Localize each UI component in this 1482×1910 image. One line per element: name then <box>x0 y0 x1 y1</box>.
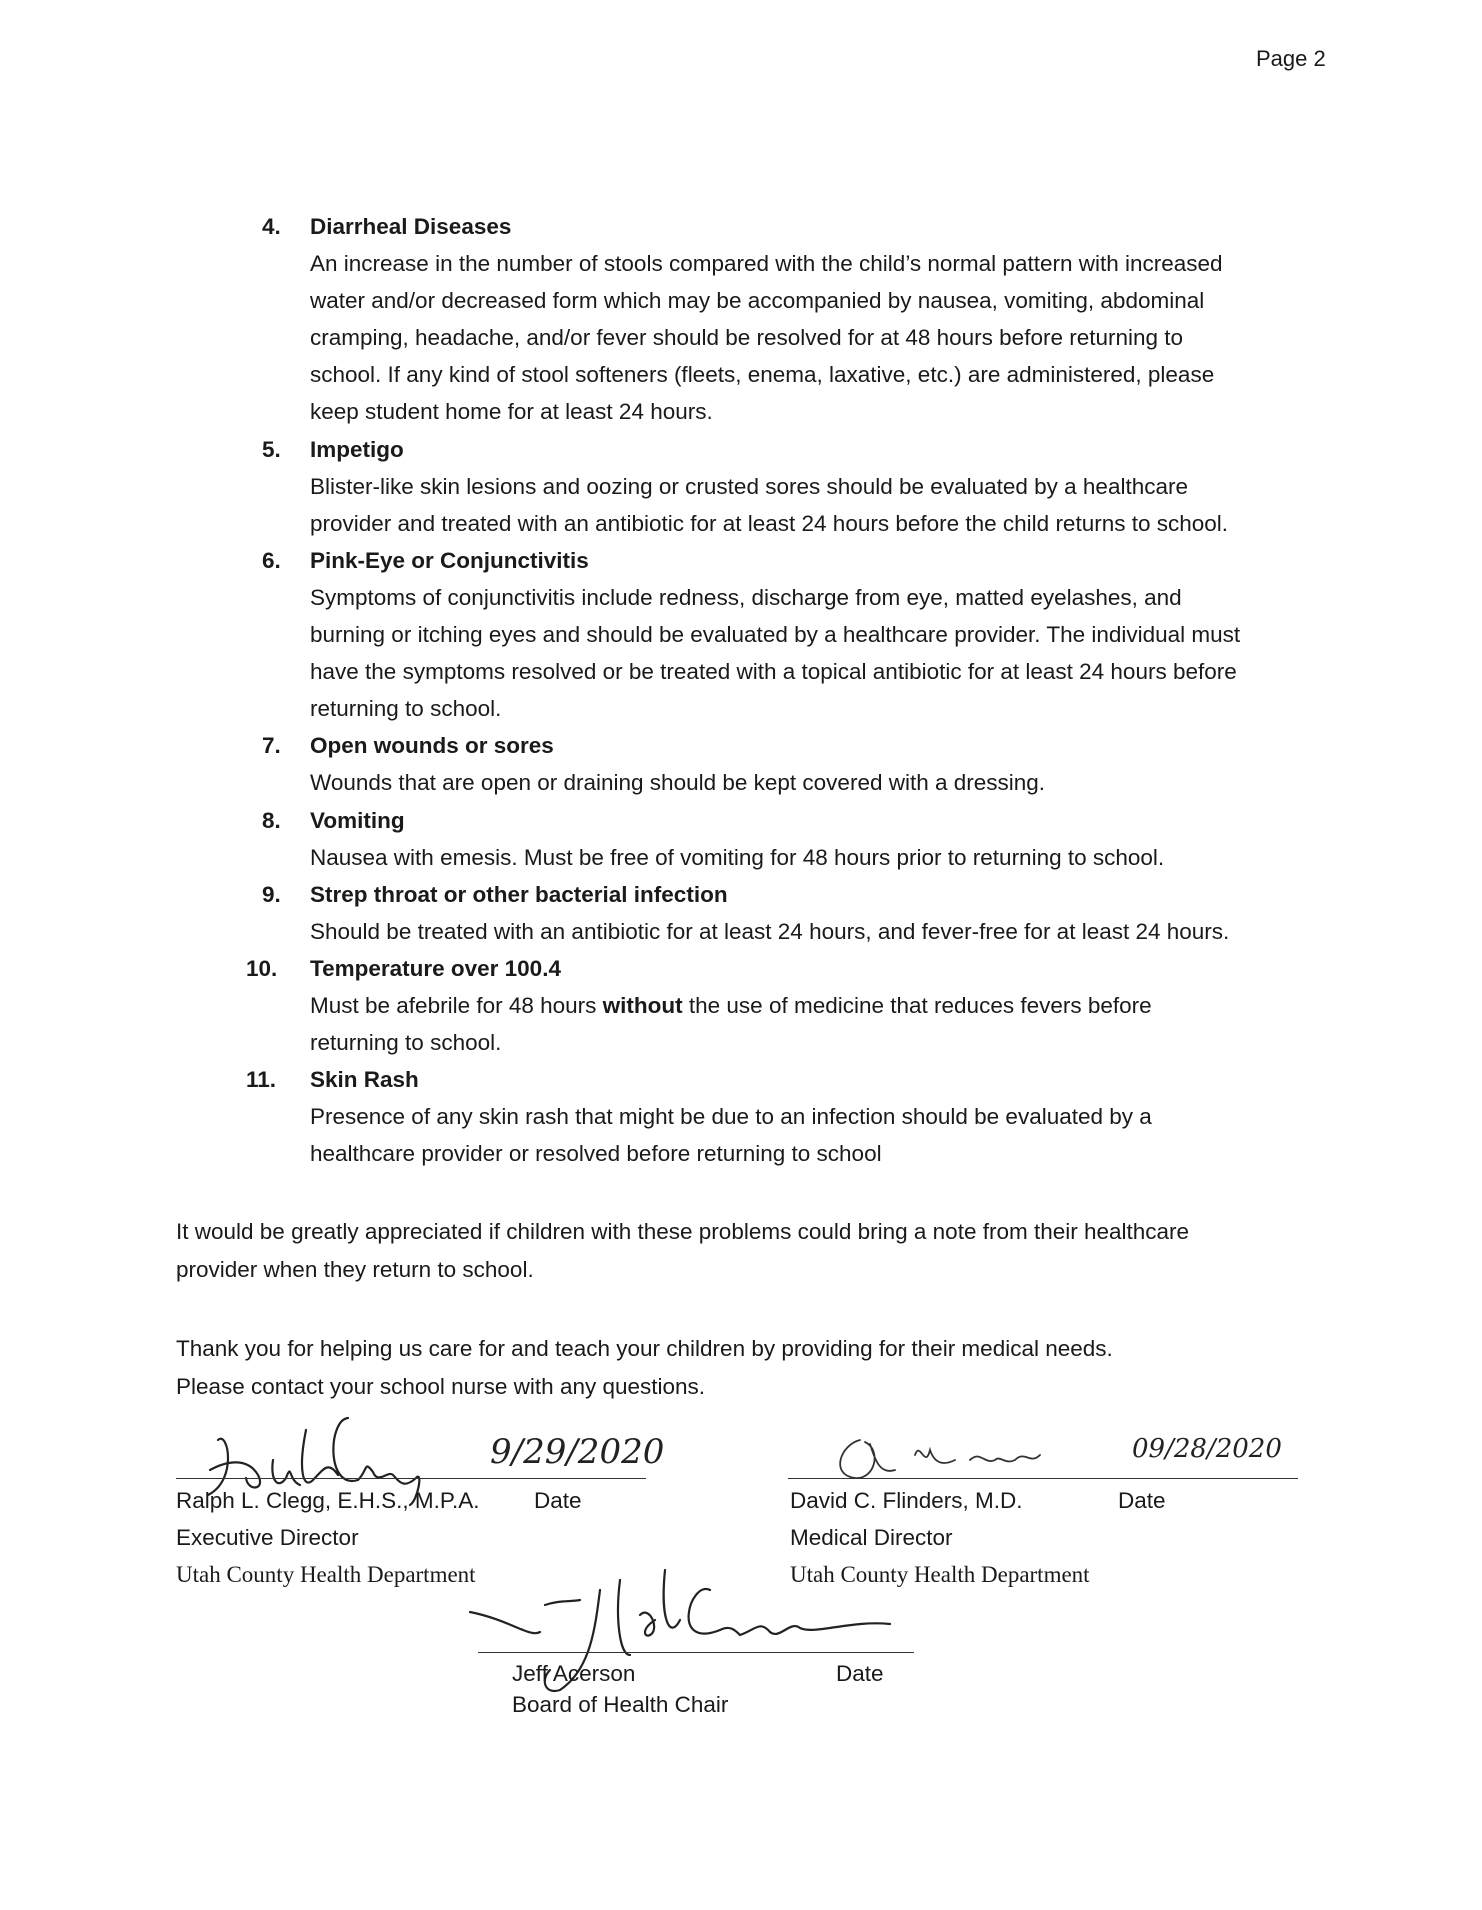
item-text-part: the use of medicine that reduces fevers before <box>682 992 1152 1018</box>
item-number: 10. <box>246 955 278 981</box>
handwritten-date: 09/28/2020 <box>1132 1434 1282 1464</box>
signer-title: Board of Health Chair <box>512 1692 729 1717</box>
item-text: returning to school. <box>310 1030 502 1056</box>
item-text-part: Must be afebrile for 48 hours <box>310 992 603 1018</box>
signer-title: Medical Director <box>790 1525 953 1550</box>
date-label: Date <box>534 1488 582 1513</box>
item-text: Should be treated with an antibiotic for at least 24 hours, and fever-free for at least 24 hours. <box>310 918 1230 944</box>
item-title: Strep throat or other bacterial infection <box>310 881 728 907</box>
item-number: 5. <box>262 436 281 462</box>
signature-line <box>788 1478 1298 1479</box>
item-number: 7. <box>262 733 281 759</box>
item-text: Nausea with emesis. Must be free of vomiting for 48 hours prior to returning to school. <box>310 844 1165 870</box>
item-text: provider and treated with an antibiotic for at least 24 hours before the child returns to school. <box>310 510 1229 536</box>
item-title: Vomiting <box>310 807 405 833</box>
item-text: Wounds that are open or draining should be kept covered with a dressing. <box>310 770 1046 796</box>
paragraph-line: Please contact your school nurse with any questions. <box>176 1373 706 1399</box>
note-paragraph <box>176 1213 1326 1288</box>
item-title: Temperature over 100.4 <box>310 955 561 981</box>
signer-name: Ralph L. Clegg, E.H.S., M.P.A. <box>176 1488 480 1513</box>
item-text: returning to school. <box>310 696 502 722</box>
signer-organization: Utah County Health Department <box>176 1562 476 1587</box>
item-text: healthcare provider or resolved before returning to school <box>310 1141 882 1167</box>
signer-name: David C. Flinders, M.D. <box>790 1488 1023 1513</box>
item-text: keep student home for at least 24 hours. <box>310 399 713 425</box>
item-number: 11. <box>246 1067 277 1093</box>
signer-name: Jeff Acerson <box>512 1661 636 1686</box>
date-label: Date <box>836 1661 884 1686</box>
item-text: Symptoms of conjunctivitis include redness, discharge from eye, matted eyelashes, and <box>310 584 1182 610</box>
item-title: Skin Rash <box>310 1067 419 1093</box>
item-text: cramping, headache, and/or fever should be resolved for at 48 hours before returning to <box>310 325 1184 351</box>
list-item <box>262 876 1342 950</box>
list-item <box>262 727 1342 801</box>
list-item <box>262 208 1342 431</box>
paragraph-line: provider when they return to school. <box>176 1256 534 1282</box>
item-title: Pink-Eye or Conjunctivitis <box>310 547 589 573</box>
item-text <box>310 987 1342 1024</box>
item-text: school. If any kind of stool softeners (fleets, enema, laxative, etc.) are administered, please <box>310 362 1215 388</box>
item-text: An increase in the number of stools compared with the child’s normal pattern with increased <box>310 251 1223 277</box>
item-number: 9. <box>262 881 281 907</box>
date-label: Date <box>1118 1488 1166 1513</box>
page-number: Page 2 <box>1256 46 1326 71</box>
item-number: 8. <box>262 807 281 833</box>
david-flinders-signature <box>820 1420 1120 1490</box>
list-item <box>246 950 1342 1061</box>
item-text: Blister-like skin lesions and oozing or crusted sores should be evaluated by a healthcare <box>310 473 1188 499</box>
item-text: Presence of any skin rash that might be due to an infection should be evaluated by a <box>310 1104 1152 1130</box>
handwritten-date: 9/29/2020 <box>490 1432 665 1472</box>
emphasis-text: without <box>602 992 683 1018</box>
paragraph-line: It would be greatly appreciated if children with these problems could bring a note from their healthcare <box>176 1219 1190 1244</box>
list-item <box>262 431 1342 542</box>
list-item <box>246 1061 1342 1172</box>
item-text: burning or itching eyes and should be evaluated by a healthcare provider. The individual must <box>310 622 1241 648</box>
thanks-paragraph <box>176 1330 1326 1405</box>
item-number: 4. <box>262 214 281 239</box>
item-text: water and/or decreased form which may be accompanied by nausea, vomiting, abdominal <box>310 288 1205 314</box>
signer-organization: Utah County Health Department <box>790 1562 1090 1587</box>
signer-title: Executive Director <box>176 1525 359 1550</box>
item-text: have the symptoms resolved or be treated with a topical antibiotic for at least 24 hours before <box>310 659 1237 685</box>
item-title: Open wounds or sores <box>310 733 554 759</box>
list-item <box>262 802 1342 876</box>
signature-line <box>478 1652 914 1653</box>
item-title: Impetigo <box>310 436 404 462</box>
signature-line <box>176 1478 646 1479</box>
illness-list <box>246 208 1342 1172</box>
list-item <box>262 542 1342 727</box>
paragraph-line: Thank you for helping us care for and teach your children by providing for their medical needs. <box>176 1336 1113 1361</box>
item-number: 6. <box>262 547 281 573</box>
item-title: Diarrheal Diseases <box>310 214 512 239</box>
